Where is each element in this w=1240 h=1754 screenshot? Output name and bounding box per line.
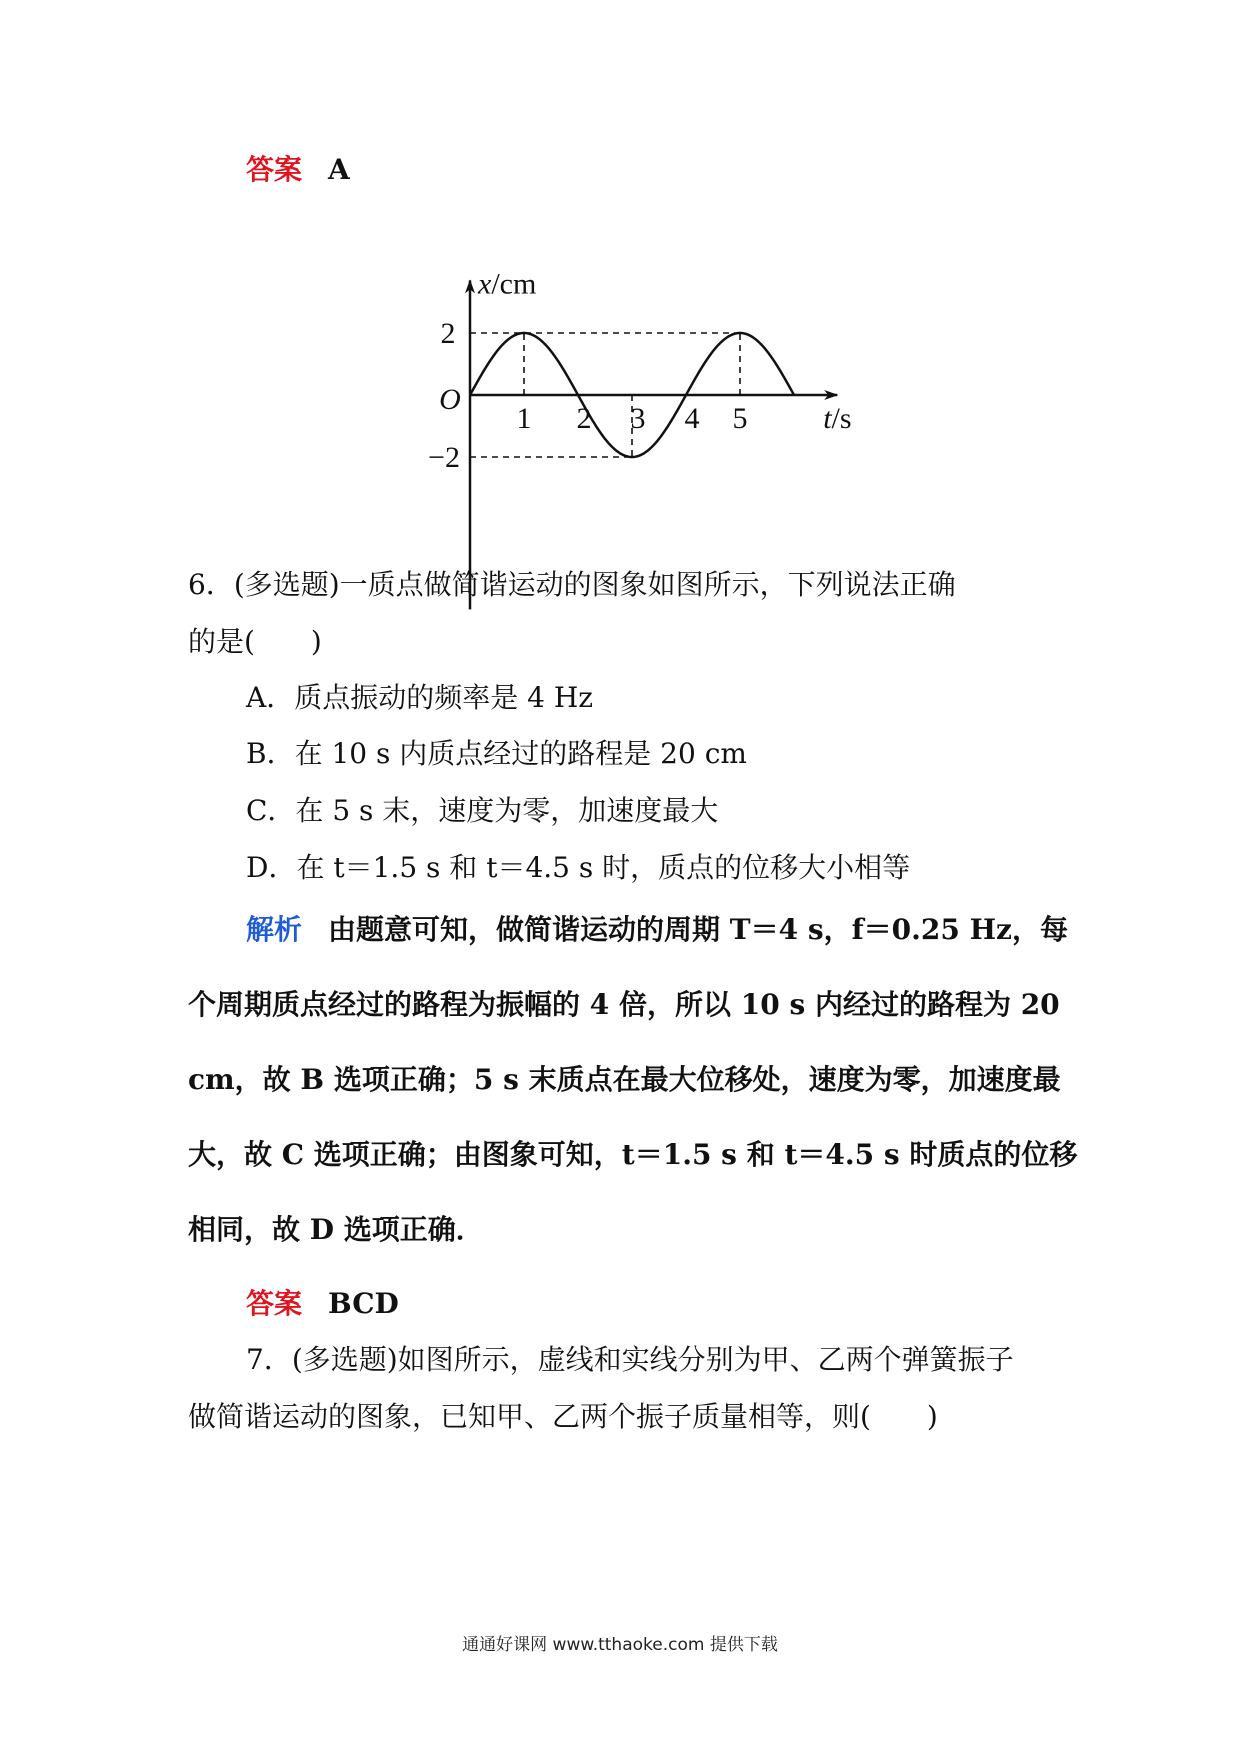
answer-line-1 [246, 150, 350, 190]
x-tick-label-5: 5 [732, 402, 748, 435]
y-tick-label-2: 2 [440, 317, 456, 350]
q7-line-2: 做简谐运动的图象，已知甲、乙两个振子质量相等，则( ) [188, 1400, 938, 1433]
origin-label: O [439, 383, 461, 416]
analysis-line-4: 大，故 C 选项正确；由图象可知，t＝1.5 s 和 t＝4.5 s 时质点的位移 [188, 1138, 1078, 1171]
q6-line-2: 的是( ) [188, 625, 322, 658]
x-tick-label-1: 1 [516, 402, 532, 435]
q7-line-1: 7．(多选题)如图所示，虚线和实线分别为甲、乙两个弹簧振子 [246, 1343, 1014, 1376]
q6-option-a: A．质点振动的频率是 4 Hz [246, 681, 594, 714]
answer-value-2: BCD [328, 1287, 399, 1320]
q6-option-b: B．在 10 s 内质点经过的路程是 20 cm [246, 737, 747, 770]
answer-value: A [328, 153, 350, 186]
y-tick-label-neg2: −2 [428, 441, 460, 474]
x-tick-label-4: 4 [684, 402, 700, 435]
y-axis-label: x/cm [478, 267, 537, 301]
answer-label: 答案 [246, 153, 303, 186]
q6-line-1: 6．(多选题)一质点做简谐运动的图象如图所示，下列说法正确 [188, 568, 956, 601]
q6-option-c: C．在 5 s 末，速度为零，加速度最大 [246, 794, 719, 827]
answer-label-2: 答案 [246, 1287, 303, 1320]
analysis-label: 解析 [246, 913, 303, 946]
analysis-line-2: 个周期质点经过的路程为振幅的 4 倍，所以 10 s 内经过的路程为 20 [188, 988, 1060, 1021]
shm-graph [0, 200, 1240, 740]
answer-line-2 [246, 1284, 399, 1324]
x-axis-label: t/s [823, 402, 852, 435]
page-footer: 通通好课网 www.tthaoke.com 提供下载 [462, 1635, 778, 1655]
analysis-line-3: cm，故 B 选项正确；5 s 末质点在最大位移处，速度为零，加速度最 [188, 1063, 1061, 1096]
q6-option-d: D．在 t＝1.5 s 和 t＝4.5 s 时，质点的位移大小相等 [246, 851, 911, 884]
x-tick-label-2: 2 [576, 402, 592, 435]
analysis-line-5: 相同，故 D 选项正确． [188, 1213, 484, 1246]
x-tick-label-3: 3 [630, 402, 646, 435]
analysis-line-1: 解析 由题意可知，做简谐运动的周期 T＝4 s，f＝0.25 Hz，每 [246, 913, 1068, 946]
